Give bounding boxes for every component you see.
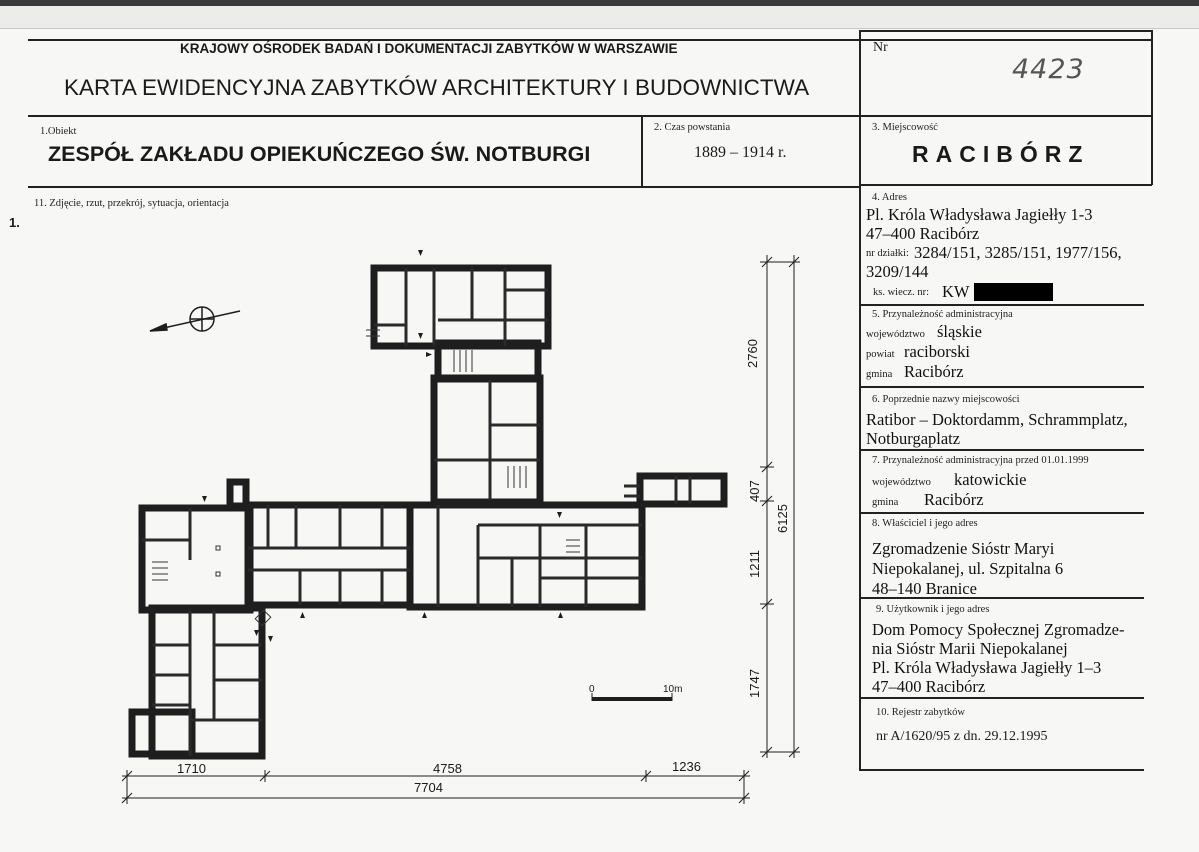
woj-value: śląskie [937,322,982,341]
dim-1710: 1710 [177,761,206,776]
wlasciciel-line2: Niepokalanej, ul. Szpitalna 6 [872,559,1064,578]
photo-label: 11. Zdjęcie, rzut, przekrój, sytuacja, orientacja [34,198,229,209]
poprzednie-line2: Notburgaplatz [866,429,961,448]
north-wing-top [374,268,548,346]
przed1999-gmina-label: gmina [872,497,899,508]
adres-line2: 47–400 Racibórz [866,224,980,243]
adres-line1: Pl. Króla Władysława Jagiełły 1-3 [866,205,1093,224]
north-corridor-wing [434,378,540,502]
scale-bar [592,693,672,701]
kw-value: KW [942,282,970,301]
uzytkownik-line4: 47–400 Racibórz [872,677,986,696]
powiat-value: raciborski [904,342,970,361]
gmina-value: Racibórz [904,362,964,381]
southwest-bay [132,712,192,754]
dim-4758: 4758 [433,761,462,776]
east-block [410,505,642,607]
uzytkownik-line1: Dom Pomocy Społecznej Zgromadze- [872,620,1125,639]
gmina-label: gmina [866,369,893,380]
adres-label: 4. Adres [872,192,907,203]
miejscowosc-value: RACIBÓRZ [912,141,1090,167]
przynaleznosc-label: 5. Przynależność administracyjna [872,309,1013,320]
institution-name: KRAJOWY OŚRODEK BADAŃ I DOKUMENTACJI ZABYTKÓW W WARSZAWIE [180,41,678,56]
nr-handwritten: 4423 [1012,54,1085,85]
poprzednie-label: 6. Poprzednie nazwy miejscowości [872,394,1020,405]
dzialki-value2: 3209/144 [866,262,929,281]
dim-1747: 1747 [747,669,762,698]
dzialki-value: 3284/151, 3285/151, 1977/156, [914,243,1122,262]
photo-number: 1. [9,215,20,230]
central-wing [248,505,410,605]
przed1999-woj-label: województwo [872,477,931,488]
przed1999-label: 7. Przynależność administracyjna przed 01.01.1999 [872,455,1089,466]
dim-1211: 1211 [747,550,762,578]
powiat-label: powiat [866,349,895,360]
czas-value: 1889 – 1914 r. [694,144,787,161]
rejestr-label: 10. Rejestr zabytków [876,707,965,718]
scale-label-0: 0 [589,684,595,695]
wlasciciel-label: 8. Właściciel i jego adres [872,518,978,529]
wlasciciel-line1: Zgromadzenie Sióstr Maryi [872,539,1055,558]
miejscowosc-label: 3. Miejscowość [872,122,938,133]
woj-label: województwo [866,329,925,340]
dzialki-label: nr działki: [866,248,909,259]
czas-label: 2. Czas powstania [654,122,731,133]
east-annex [640,476,724,504]
uzytkownik-line3: Pl. Króla Władysława Jagiełły 1–3 [872,658,1102,677]
card-title: KARTA EWIDENCYJNA ZABYTKÓW ARCHITEKTURY I BUDOWNICTWA [64,75,810,100]
dim-7704: 7704 [414,780,443,795]
rejestr-value: nr A/1620/95 z dn. 29.12.1995 [876,729,1048,744]
north-arrow-icon [150,307,240,331]
przed1999-woj-value: katowickie [954,470,1027,489]
scale-label-10m: 10m [663,684,683,695]
obiekt-value: ZESPÓŁ ZAKŁADU OPIEKUŃCZEGO ŚW. NOTBURGI [48,142,591,166]
west-block [142,508,250,610]
dim-1236: 1236 [672,759,701,774]
poprzednie-line1: Ratibor – Doktordamm, Schrammplatz, [866,410,1128,429]
dim-407: 407 [747,480,762,502]
nr-label: Nr [873,40,888,55]
dim-6125: 6125 [775,504,790,533]
dim-2760: 2760 [745,339,760,368]
obiekt-label: 1.Obiekt [40,126,77,137]
southwest-wing [152,608,262,756]
uzytkownik-label: 9. Użytkownik i jego adres [876,604,990,615]
kw-label: ks. wiecz. nr: [873,287,929,298]
chimney [230,482,246,506]
uzytkownik-line2: nia Sióstr Marii Niepokalanej [872,639,1068,658]
wlasciciel-line3: 48–140 Branice [872,579,977,598]
przed1999-gmina-value: Racibórz [924,490,984,509]
